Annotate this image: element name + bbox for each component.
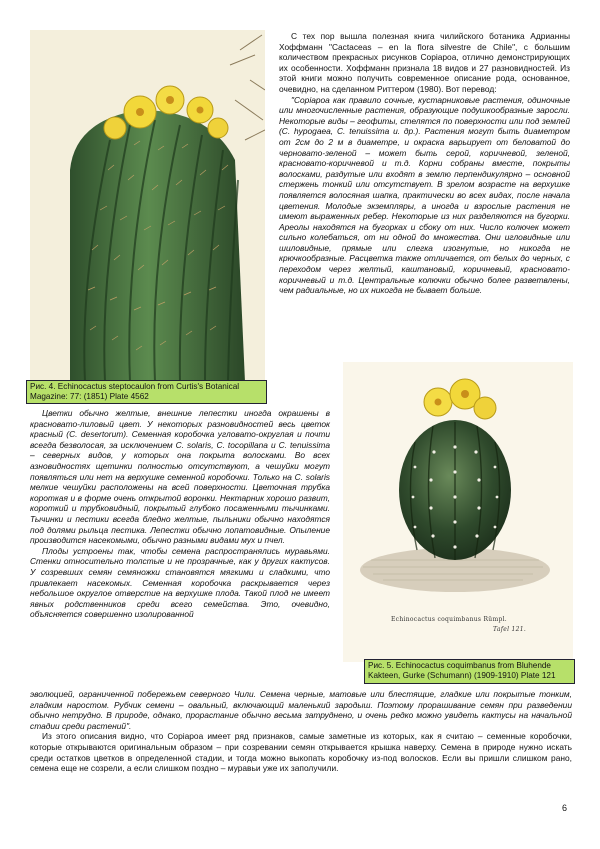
- figure5-plate-label: Echinocactus coquimbanus Rümpl.: [391, 616, 508, 623]
- figure4-cactus-illustration: [30, 30, 265, 382]
- fruits-paragraph: Плоды устроены так, чтобы семена распространялись муравьями. Стенки относительно толстые и не прозрачные, как у других кактусов. У созревших семян семяножки становятся мягкими и сладкими, что привлекает насекомых. Семенная коробочка раскрывается через небольшое округлое отверстие на верхушке плода. Такой плод не имеет явных родственников среди всего семейства. Это, очевидно, объясняется совершенно изолированной: [30, 545, 330, 620]
- top-right-column: [279, 31, 570, 296]
- description-quote: "Copiapoa как правило сочные, кустарниковые растения, одиночные или многочисленные растения, образующие подушкообразные заросли. Некоторые виды – геофиты, стелятся по поверхности или под землей (C. hypogaea, C. tenuissima и. др.). Растения могут быть диаметром от 2см до 2 м в диаметре, и окраска варьирует от беловатой до черновато-зеленой – может быть серой, коричневой, зеленой, красновато-коричневой и т.д. Корни собраны вместе, покрыты волосками, раздутые или входят в землю перпендикулярно – основной стержень тонкий или отсутствует. В зрелом возрасте на верхушке появляется волосяная шапка, практически во всех видах, после начала цветения. Молодые экземпляры, а иногда и взрослые растения не имеют выраженных ребер. Некоторые из них разделяются на бугорки. Ареолы находятся на бугорках и сбоку от них. Число колючек может сильно колебаться, от ни одной до множества. Они игловидные или шиловидные, прямые или слегка изогнутые, но никогда не крючкообразные. Расцветка также отличается, от белых до черных, с переходом через желтый, каштановый, коричневый, красновато-коричневый и т.д. Центральные колючки обычно более разветвлены, чем радиальные, но их никогда не бывает больше.: [279, 94, 570, 296]
- conclusion-paragraph: Из этого описания видно, что Copiapoa имеет ряд признаков, самые заметные из которых, как я считаю – семенные коробочки, которые открываются оригинальным образом – при созревании семян открывается крышка наверху. Семена в природе нужно искать среди остатков цветков в определенной стадии, и тогда можно выкопать коробочку из-под волосков. Если вы пришли слишком рано, семена еще не созрели, а если слишком поздно – муравьи уже их заполучили.: [30, 731, 572, 774]
- figure4-plate: [30, 30, 265, 382]
- flowers-paragraph: Цветки обычно желтые, внешние лепестки иногда окрашены в красновато-лиловый цвет. У некоторых разновидностей весь цветок красный (C. desertorum). Семенная коробочка угловато-округлая и почти всегда безволосая, за исключением C. solaris, C. tocopillana и C. tenuissima – северных видов, у которых она покрыта волосками. Во всех азновидностях щетинки полностью отсутствуют, а чешуйки могут появляться или нет на верхушке семенной коробочки. Только на C. solaris мелкие чешуйки расположены на всей поверхности. Цветочная трубка короткая и в форме очень открытой воронки. Нектарник хорошо развит, короткий и трубковидный, покрытый глубоко посаженными тычинками. Тычинки и пестики всегда бледно желтые, пыльники обычно находятся под долями рыльца пестика. Лепестки обычно лопатовидные. Опыление производится насекомыми, обычно разными видами мух и пчел.: [30, 408, 330, 546]
- quote-continuation: эволюцией, ограниченной побережьем северного Чили. Семена черные, матовые или блестящие, гладкие или покрытые тонким, гладким наростом. Рубчик семени – овальный, включающий маленький зародыш. Поэтому прорашивание семян при разведении обычно нетрудно. В природе, однако, прорастание обычно весьма затруднено, и очень редко можно увидеть кактусы на начальной стадии среди растений".: [30, 689, 572, 731]
- intro-paragraph: С тех пор вышла полезная книга чилийского ботаника Адрианны Хоффманн "Cactaceas – en la flora silvestre de Chile", с большим количеством прекрасных рисунков Copiapoa, отлично демонстрирующих их особенности. Хоффманн признала 18 видов и 27 разновидностей. Из этой книги можно получить современное описание рода, основанное, очевидно, на сделанном Риттером (1980). Вот перевод:: [279, 31, 570, 94]
- figure5-caption: Рис. 5. Echinocactus coquimbanus from Bluhende Kakteen, Gurke (Schumann) (1909-1910) Plate 121: [364, 659, 575, 684]
- figure4-caption: Рис. 4. Echinocactus steptocaulon from Curtis's Botanical Magazine: 77: (1851) Plate 4562: [26, 380, 267, 404]
- page-number: 6: [562, 803, 568, 813]
- left-column: [30, 408, 330, 620]
- figure5-plate-number: Tafel 121.: [493, 626, 527, 633]
- bottom-text: [30, 689, 572, 774]
- figure5-plate: [343, 362, 573, 662]
